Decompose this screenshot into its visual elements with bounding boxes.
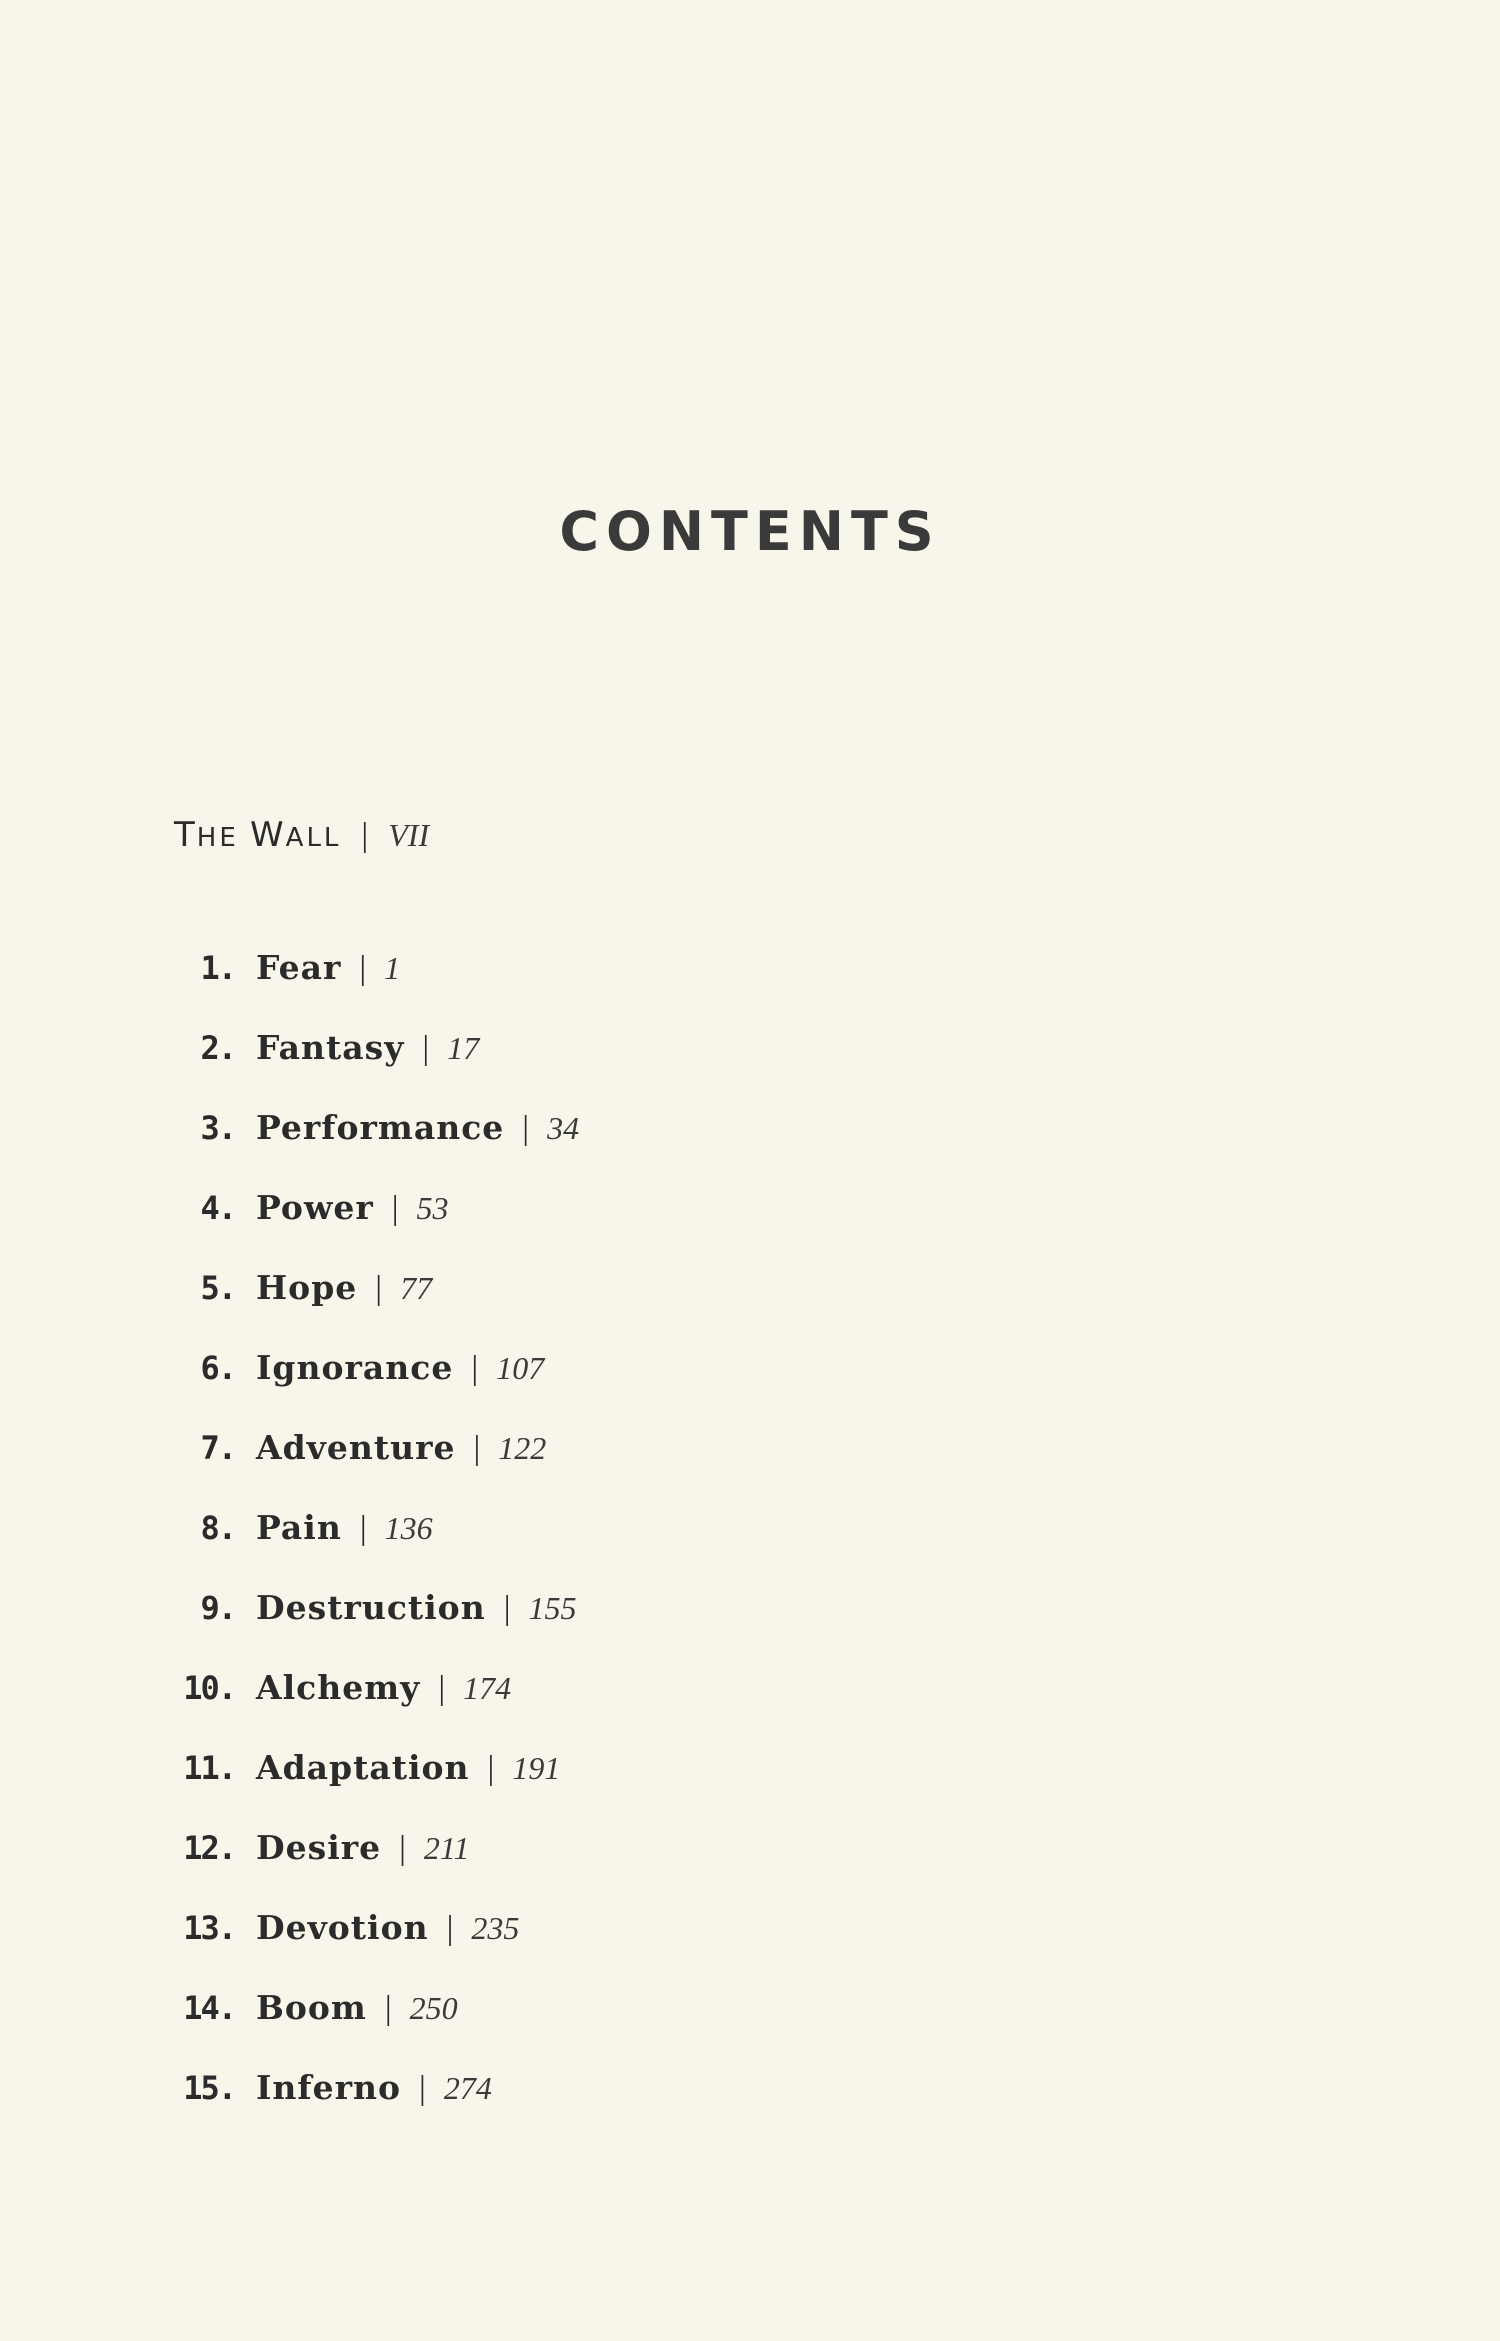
chapter-page: 235 [471,1910,520,1946]
chapter-title: Power [256,1188,374,1227]
chapter-title: Ignorance [256,1348,454,1387]
chapter-page: 122 [498,1430,547,1466]
toc-entry[interactable] [0,940,1500,1020]
chapter-number: 11. [183,1749,235,1787]
chapter-page: 174 [463,1670,512,1706]
toc-entry[interactable] [0,1980,1500,2060]
chapter-page: 155 [528,1590,577,1626]
entry-separator: | [375,1270,383,1307]
toc-entry[interactable] [0,2060,1500,2140]
entry-separator: | [446,1910,454,1947]
toc-entry[interactable] [0,1180,1500,1260]
toc-entry[interactable] [0,1740,1500,1820]
chapter-number: 7. [200,1429,235,1467]
toc-entry[interactable] [0,1820,1500,1900]
entry-separator: | [384,1990,392,2027]
chapter-title: Devotion [256,1908,429,1947]
entry-separator: | [359,1510,367,1547]
chapter-number: 8. [200,1509,235,1547]
chapter-page: 107 [496,1350,545,1386]
chapter-page: 136 [384,1510,433,1546]
intro-title-part-2: ALL [285,823,342,853]
chapter-title: Boom [256,1988,367,2027]
chapter-number: 10. [183,1669,235,1707]
chapter-page: 34 [547,1110,580,1146]
chapter-page: 1 [384,950,401,986]
chapter-page: 211 [423,1830,470,1866]
toc-list [0,940,1500,2140]
entry-separator: | [359,950,367,987]
chapter-number: 6. [200,1349,235,1387]
entry-separator: | [522,1110,530,1147]
chapter-number: 2. [200,1029,235,1067]
toc-entry[interactable] [0,1420,1500,1500]
entry-separator: | [422,1030,430,1067]
chapter-number: 1. [200,949,235,987]
chapter-title: Fantasy [256,1028,405,1067]
toc-entry[interactable] [0,1900,1500,1980]
toc-entry[interactable] [0,1580,1500,1660]
chapter-title: Adaptation [256,1748,470,1787]
chapter-number: 3. [200,1109,235,1147]
chapter-title: Inferno [256,2068,402,2107]
toc-entry[interactable] [0,1340,1500,1420]
chapter-number: 5. [200,1269,235,1307]
chapter-page: 77 [400,1270,433,1306]
toc-entry-the-wall[interactable] [174,815,429,855]
chapter-number: 9. [200,1589,235,1627]
toc-entry[interactable] [0,1020,1500,1100]
chapter-title: Alchemy [256,1668,421,1707]
chapter-number: 13. [183,1909,235,1947]
entry-separator: | [471,1350,479,1387]
chapter-title: Destruction [256,1588,486,1627]
chapter-number: 14. [183,1989,235,2027]
entry-separator: | [419,2070,426,2107]
toc-entry[interactable] [0,1500,1500,1580]
chapter-page: 274 [443,2070,492,2106]
chapter-title: Adventure [256,1428,456,1467]
chapter-title: Desire [256,1828,382,1867]
intro-title-part-1: HE [196,823,251,853]
chapter-title: Hope [256,1268,358,1307]
intro-page-number: VII [388,817,430,853]
toc-entry[interactable] [0,1100,1500,1180]
intro-title-initial-1: T [174,815,197,855]
intro-title-initial-2: W [250,815,286,855]
page-title: CONTENTS [559,500,941,563]
entry-separator: | [503,1590,511,1627]
entry-separator: | [391,1190,399,1227]
entry-separator: | [487,1750,495,1787]
chapter-number: 15. [183,2069,235,2107]
chapter-page: 191 [512,1750,561,1786]
chapter-page: 17 [447,1030,480,1066]
chapter-number: 4. [200,1189,235,1227]
toc-entry[interactable] [0,1660,1500,1740]
chapter-title: Pain [256,1508,342,1547]
entry-separator: | [438,1670,446,1707]
entry-separator: | [473,1430,481,1467]
chapter-page: 250 [409,1990,458,2026]
toc-entry[interactable] [0,1260,1500,1340]
chapter-number: 12. [183,1829,235,1867]
entry-separator: | [399,1830,406,1867]
chapter-title: Fear [256,948,342,987]
chapter-title: Performance [256,1108,505,1147]
intro-separator: | [361,817,369,854]
chapter-page: 53 [416,1190,449,1226]
